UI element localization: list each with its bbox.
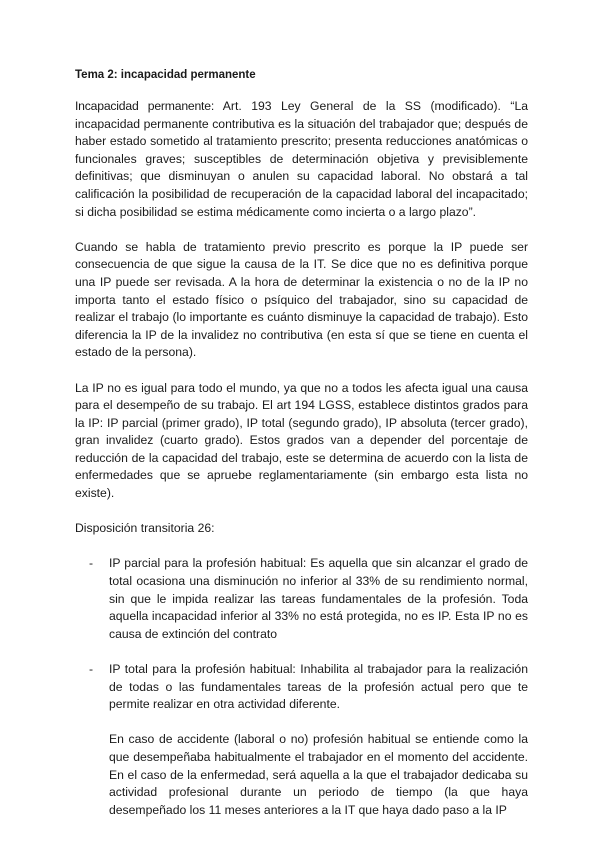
paragraph-gap: [75, 362, 528, 380]
paragraph-gap: [75, 221, 528, 239]
document-content: [75, 66, 528, 819]
section-heading: Disposición transitoria 26:: [75, 521, 215, 536]
grades-list: [75, 555, 528, 819]
intro-text: Art. 193 Ley General de la SS (modificado). “La incapacidad permanente contributiva es la situación del trabajador que; después de haber estado sometido al tratamiento prescrito; presenta reducciones anatómicas o funcionales graves; susceptibles de determinación objetiva y previsiblemente definitivas; que disminuyan o anulen su capacidad laboral. No obstará a tal calificación la posibilidad de recuperación de la capacidad laboral del incapacitado; si dicha posibilidad se estima médicamente como incierta o a largo plazo”.: [75, 99, 528, 219]
list-item-text: IP total para la profesión habitual: Inhabilita al trabajador para la realización de todas o las fundamentales tareas de la profesión actual pero que te permite realizar en otra actividad diferente.: [109, 662, 528, 712]
bullet-dash: -: [89, 556, 94, 571]
list-item-ip-total: [75, 661, 528, 819]
paragraph-gap: [75, 503, 528, 521]
paragraph-gap: [75, 538, 528, 556]
document-title: Tema 2: incapacidad permanente: [75, 69, 256, 81]
list-item-ip-parcial: [75, 555, 528, 643]
intro-paragraph: [75, 98, 528, 221]
paragraph-grados: La IP no es igual para todo el mundo, ya que no a todos les afecta igual una causa para el desempeño de su trabajo. El art 194 LGSS, establece distintos grados para la IP: IP parcial (primer grado), IP total (segundo grado), IP absoluta (tercer grado), gran invalidez (cuarto grado). Estos grados van a depender del porcentaje de reducción de la capacidad del trabajo, este se determina de acuerdo con la lista de enfermedades que se apruebe reglamentariamente (sin embargo esta lista no existe).: [75, 380, 528, 501]
list-item-text: IP parcial para la profesión habitual: Es aquella que sin alcanzar el grado de total ocasiona una disminución no inferior al 33% de su rendimiento normal, sin que le impida realizar las tareas fundamentales de la profesión. Toda aquella incapacidad inferior al 33% no está protegida, no es IP. Esta IP no es causa de extinción del contrato: [109, 556, 528, 641]
bullet-dash: -: [89, 662, 94, 676]
list-item-subparagraph: En caso de accidente (laboral o no) profesión habitual se entiende como la que desempeñaba habitualmente el trabajador en el momento del accidente. En el caso de la enfermedad, será aquella a la que el trabajador dedicaba su actividad profesional durante un periodo de tiempo (la que haya desempeñado los 11 meses anteriores a la IT que haya dado paso a la IP: [109, 732, 528, 817]
paragraph-tratamiento: Cuando se habla de tratamiento previo prescrito es porque la IP puede ser consecuencia de que sigue la causa de la IT. Se dice que no es definitiva porque una IP puede ser revisada. A la hora de determinar la existencia o no de la IP no importa tanto el estado físico o psíquico del trabajador, sino su capacidad de realizar el trabajo (lo importante es cuánto disminuye la capacidad de trabajo). Esto diferencia la IP de la invalidez no contributiva (en esta sí que se tiene en cuenta el estado de la persona).: [75, 239, 528, 360]
intro-term: Incapacidad permanente:: [75, 99, 215, 113]
